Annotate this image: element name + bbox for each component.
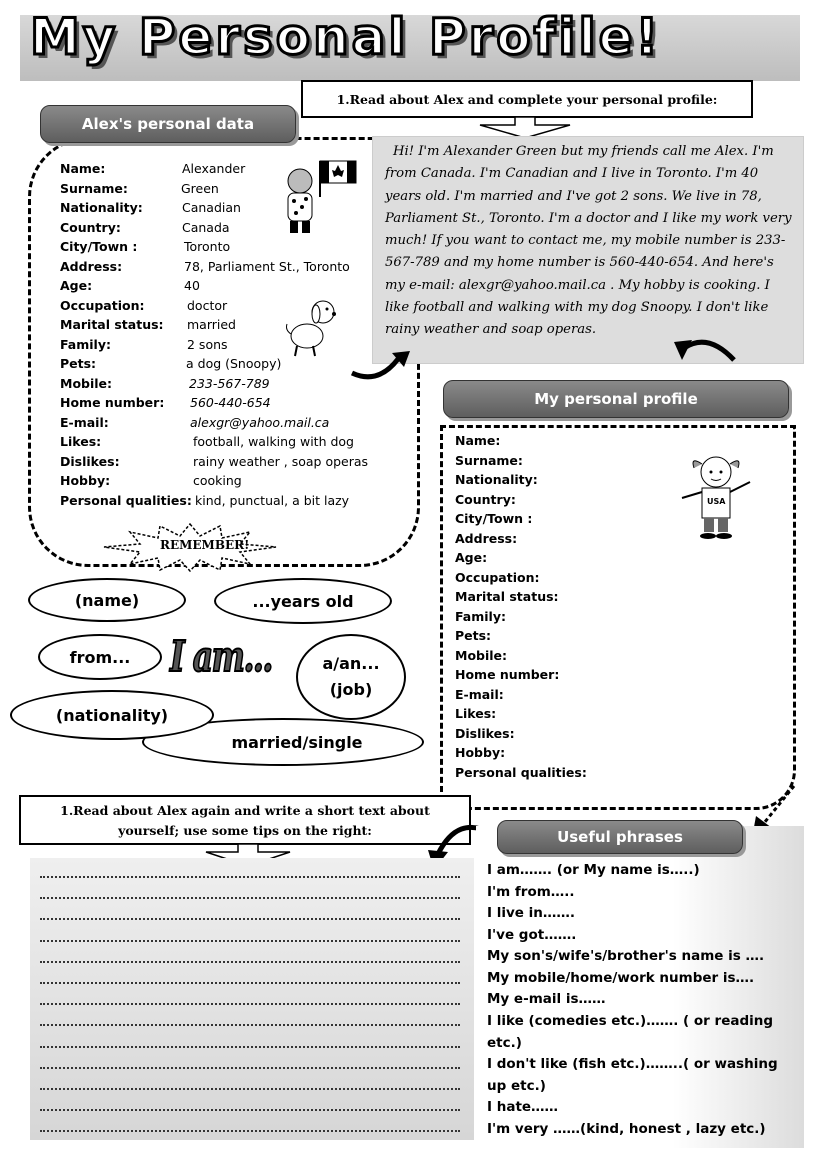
my-profile-tab: My personal profile <box>443 380 789 418</box>
alex-data-key: Occupation: <box>60 297 145 313</box>
useful-phrase: I like (comedies etc.)……. ( or reading etc.) <box>487 1013 774 1051</box>
alex-data-row <box>60 161 246 176</box>
alex-data-key: Name: <box>60 161 106 176</box>
my-profile-field[interactable]: Personal qualities: <box>455 764 587 780</box>
alex-data-row <box>60 453 369 469</box>
writing-line[interactable] <box>40 897 460 899</box>
alex-data-value: married <box>187 317 236 332</box>
instruction-bottom-text: 1.Read about Alex again and write a short text about yourself; use some tips on the right: <box>60 803 430 838</box>
my-profile-field[interactable]: City/Town : <box>455 511 533 526</box>
alex-data-value: 233-567-789 <box>189 375 270 391</box>
alex-data-row <box>60 200 241 215</box>
useful-phrase: My son's/wife's/brother's name is …. <box>487 948 765 964</box>
alex-data-value: Canadian <box>182 200 241 215</box>
alex-data-row <box>60 492 350 508</box>
my-profile-field[interactable]: Pets: <box>455 628 492 643</box>
useful-phrase: I hate…… <box>487 1099 559 1115</box>
alex-data-key: Pets: <box>60 356 97 371</box>
useful-phrase: I've got……. <box>487 927 577 943</box>
alex-data-value: football, walking with dog <box>193 434 354 449</box>
my-profile-field[interactable]: Name: <box>455 433 501 448</box>
my-profile-field[interactable]: Mobile: <box>455 647 508 663</box>
alex-data-value: Toronto <box>184 239 231 254</box>
writing-line[interactable] <box>40 876 460 878</box>
alex-data-row <box>60 297 228 313</box>
alex-data-key: Age: <box>60 278 93 293</box>
instruction-top <box>301 80 753 118</box>
alex-data-value: a dog (Snoopy) <box>186 356 282 371</box>
alex-data-row <box>60 414 330 430</box>
oval-married-single-text: married/single <box>231 732 363 752</box>
useful-phrase: I don't like (fish etc.)……..( or washing up etc.) <box>487 1056 778 1094</box>
instruction-top-text: 1.Read about Alex and complete your personal profile: <box>336 91 718 107</box>
my-profile-field[interactable]: Marital status: <box>455 589 559 604</box>
my-profile-field[interactable]: Family: <box>455 608 506 624</box>
alex-data-row <box>60 395 271 410</box>
writing-line[interactable] <box>40 940 460 942</box>
dog-icon <box>283 294 345 358</box>
my-profile-field[interactable]: Hobby: <box>455 745 506 760</box>
my-profile-field[interactable]: Occupation: <box>455 569 540 585</box>
writing-line[interactable] <box>40 1109 460 1111</box>
alex-data-value: rainy weather , soap operas <box>193 453 369 469</box>
alex-data-row <box>60 258 350 274</box>
useful-phrase: My mobile/home/work number is…. <box>487 970 755 986</box>
alex-data-key: Address: <box>60 258 123 274</box>
alex-data-key: E-mail: <box>60 414 109 430</box>
useful-phrase: I am……. (or My name is…..) <box>487 862 700 878</box>
alex-data-tab: Alex's personal data <box>40 105 296 143</box>
alex-data-value: 560-440-654 <box>190 395 271 410</box>
alex-data-key: Nationality: <box>60 200 143 215</box>
alex-data-row <box>60 278 200 293</box>
my-profile-field[interactable]: Dislikes: <box>455 725 515 741</box>
alex-data-value: 40 <box>184 278 200 293</box>
alex-data-value: alexgr@yahoo.mail.ca <box>190 414 330 430</box>
oval-job <box>296 634 406 720</box>
writing-line[interactable] <box>40 918 460 920</box>
my-profile-field[interactable]: E-mail: <box>455 686 504 702</box>
alex-data-row <box>60 375 270 391</box>
writing-line[interactable] <box>40 1088 460 1090</box>
alex-data-value: kind, punctual, a bit lazy <box>195 492 350 508</box>
alex-data-row <box>60 317 236 332</box>
girl-usa-icon <box>680 452 752 542</box>
alex-data-key: Surname: <box>60 180 128 196</box>
alex-data-row <box>60 336 228 352</box>
oval-name: (name) <box>28 578 186 622</box>
writing-line[interactable] <box>40 1003 460 1005</box>
remember-badge: REMEMBER! <box>160 538 250 552</box>
alex-data-row <box>60 356 282 371</box>
writing-area[interactable] <box>30 858 474 1140</box>
alex-data-value: 78, Parliament St., Toronto <box>184 258 350 274</box>
alex-data-value: doctor <box>187 297 228 313</box>
my-profile-field[interactable]: Home number: <box>455 667 560 682</box>
writing-line[interactable] <box>40 982 460 984</box>
my-profile-field[interactable]: Address: <box>455 530 518 546</box>
alex-data-key: City/Town : <box>60 239 138 254</box>
alex-data-key: Mobile: <box>60 375 113 391</box>
svg-text:USA: USA <box>707 497 726 506</box>
boy-with-flag-icon <box>280 157 360 239</box>
my-profile-field[interactable]: Country: <box>455 491 516 507</box>
alex-data-key: Family: <box>60 336 111 352</box>
alex-data-key: Hobby: <box>60 473 111 488</box>
writing-line[interactable] <box>40 1130 460 1132</box>
my-profile-field[interactable]: Age: <box>455 550 488 565</box>
alex-data-key: Home number: <box>60 395 165 410</box>
alex-data-key: Marital status: <box>60 317 164 332</box>
alex-data-value: cooking <box>193 473 242 488</box>
i-am-text: I am... <box>170 632 272 681</box>
instruction-bottom <box>19 795 471 845</box>
alex-data-value: Canada <box>182 219 230 235</box>
my-profile-field[interactable]: Likes: <box>455 706 497 721</box>
oval-job-text: a/an... (job) <box>322 654 380 699</box>
alex-data-row <box>60 473 242 488</box>
alex-data-key: Dislikes: <box>60 453 120 469</box>
curved-arrow-icon <box>348 345 420 385</box>
alex-data-value: 2 sons <box>187 336 228 352</box>
oval-years-old: ...years old <box>214 578 392 624</box>
alex-data-row <box>60 434 354 449</box>
alex-data-value: Green <box>181 180 219 196</box>
my-profile-field[interactable]: Nationality: <box>455 472 538 487</box>
alex-data-row <box>60 219 230 235</box>
alex-story-text: Hi! I'm Alexander Green but my friends call me Alex. I'm from Canada. I'm Canadian and I live in Toronto. I'm 40 years old. I'm married and I've got 2 sons. We live in 78, Parliament St., Toronto. I'm a doctor and I like my work very much! If you want to contact me, my mobile number is 233-567-789 and my home number is 560-440-654. And here's my e-mail: alexgr@yahoo.mail.ca . My hobby is cooking. I like football and walking with my dog Snoopy. I don't like rainy weather and soap operas. <box>372 136 804 364</box>
alex-data-key: Country: <box>60 219 121 235</box>
useful-phrase: I'm from….. <box>487 884 575 900</box>
writing-line[interactable] <box>40 1067 460 1069</box>
oval-from: from... <box>38 634 162 680</box>
alex-data-key: Personal qualities: <box>60 492 192 508</box>
useful-phrase: My e-mail is…… <box>487 991 606 1007</box>
alex-data-value: Alexander <box>182 161 246 176</box>
curved-arrow-icon <box>668 332 740 368</box>
useful-phrase: I'm very ……(kind, honest , lazy etc.) <box>487 1121 766 1137</box>
writing-line[interactable] <box>40 1046 460 1048</box>
alex-data-row <box>60 239 231 254</box>
alex-data-row <box>60 180 219 196</box>
writing-line[interactable] <box>40 961 460 963</box>
useful-phrase: I live in……. <box>487 905 576 921</box>
writing-line[interactable] <box>40 1024 460 1026</box>
alex-data-key: Likes: <box>60 434 102 449</box>
useful-phrases-tab: Useful phrases <box>497 820 743 854</box>
oval-nationality: (nationality) <box>10 690 214 740</box>
my-profile-field[interactable]: Surname: <box>455 452 523 468</box>
page-title: My Personal Profile! <box>30 8 662 66</box>
